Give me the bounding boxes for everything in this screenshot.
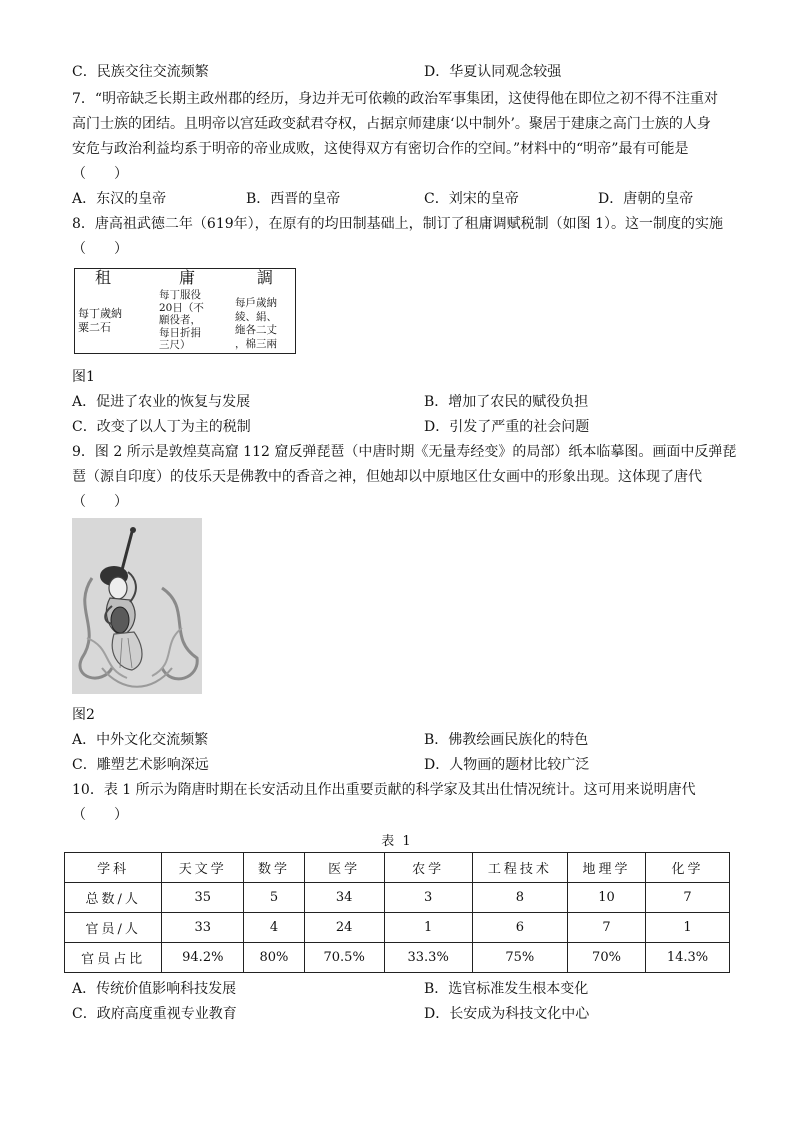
q7-answer-blank: （ ） xyxy=(72,166,128,182)
table-cell: 6 xyxy=(472,913,567,943)
table-cell: 工程技术 xyxy=(472,853,567,883)
figure-2-caption: 图2 xyxy=(72,707,95,723)
table-cell: 70% xyxy=(568,943,646,973)
table-cell: 数学 xyxy=(244,853,304,883)
q10-stem-line1: 10．表 1 所示为隋唐时期在长安活动且作出重要贡献的科学家及其出仕情况统计。这可用来说明唐代 xyxy=(72,782,696,798)
q8-option-a: A．促进了农业的恢复与发展 xyxy=(72,394,251,410)
table-cell: 33.3% xyxy=(384,943,472,973)
q9-stem-line2: 琶（源自印度）的伎乐天是佛教中的香音之神，但她却以中原地区仕女画中的形象出现。这体现了唐代 xyxy=(72,469,702,485)
q7-option-c: C．刘宋的皇帝 xyxy=(424,191,519,207)
table-cell: 75% xyxy=(472,943,567,973)
q10-option-b: B．选官标准发生根本变化 xyxy=(424,981,589,997)
table-cell: 14.3% xyxy=(645,943,729,973)
table-cell: 总数/人 xyxy=(65,883,162,913)
table-cell: 天文学 xyxy=(162,853,244,883)
table-cell: 10 xyxy=(568,883,646,913)
q7-option-a: A．东汉的皇帝 xyxy=(72,191,167,207)
table-cell: 4 xyxy=(244,913,304,943)
table-cell: 7 xyxy=(568,913,646,943)
table-row xyxy=(65,883,730,913)
q6-option-d: D．华夏认同观念较强 xyxy=(424,64,562,80)
q8-option-d: D．引发了严重的社会问题 xyxy=(424,419,590,435)
table-1-scientists xyxy=(64,852,730,973)
figure-2-illustration xyxy=(72,518,202,694)
table-cell: 34 xyxy=(304,883,384,913)
figure-1-caption: 图1 xyxy=(72,369,95,385)
table-cell: 1 xyxy=(384,913,472,943)
q9-option-c: C．雕塑艺术影响深远 xyxy=(72,757,209,773)
q9-option-b: B．佛教绘画民族化的特色 xyxy=(424,732,589,748)
figure-1-head-yong: 庸 xyxy=(179,268,197,287)
table-cell: 地理学 xyxy=(568,853,646,883)
table-cell: 94.2% xyxy=(162,943,244,973)
q10-option-a: A．传统价值影响科技发展 xyxy=(72,981,237,997)
table-row xyxy=(65,913,730,943)
figure-1-tax-system xyxy=(74,268,296,354)
q7-stem-line3: 安危与政治利益均系于明帝的帝业成败，这使得双方有密切合作的空间。”材料中的“明帝”最有可能是 xyxy=(72,141,689,157)
q7-option-d: D．唐朝的皇帝 xyxy=(598,191,694,207)
table-row-header xyxy=(65,853,730,883)
table-1-title: 表 1 xyxy=(381,834,413,849)
figure-2-pipa-apsara-image xyxy=(72,518,202,694)
figure-1-head-zu: 租 xyxy=(95,268,113,287)
table-cell: 学科 xyxy=(65,853,162,883)
table-cell: 80% xyxy=(244,943,304,973)
q6-option-c: C．民族交往交流频繁 xyxy=(72,64,209,80)
table-cell: 1 xyxy=(645,913,729,943)
figure-1-yong-text: 每丁服役 20日（不 願役者， 每日折捐 三尺） xyxy=(159,289,204,351)
q8-option-c: C．改变了以人丁为主的税制 xyxy=(72,419,251,435)
q10-option-d: D．长安成为科技文化中心 xyxy=(424,1006,590,1022)
table-cell: 医学 xyxy=(304,853,384,883)
figure-1-zu-text: 每丁歲納 粟二石 xyxy=(78,307,122,334)
table-cell: 3 xyxy=(384,883,472,913)
table-cell: 8 xyxy=(472,883,567,913)
table-cell: 化学 xyxy=(645,853,729,883)
q9-answer-blank: （ ） xyxy=(72,494,128,510)
table-cell: 7 xyxy=(645,883,729,913)
q9-option-a: A．中外文化交流频繁 xyxy=(72,732,209,748)
table-row xyxy=(65,943,730,973)
q9-option-d: D．人物画的题材比较广泛 xyxy=(424,757,590,773)
table-cell: 24 xyxy=(304,913,384,943)
q9-stem-line1: 9．图 2 所示是敦煌莫高窟 112 窟反弹琵琶（中唐时期《无量寿经变》的局部）纸本临摹图。画面中反弹琵 xyxy=(72,444,737,460)
q10-option-c: C．政府高度重视专业教育 xyxy=(72,1006,237,1022)
q7-stem-line2: 高门士族的团结。且明帝以宫廷政变弑君夺权，占据京师建康‘以中制外’。聚居于建康之高门士族的人身 xyxy=(72,116,711,132)
table-cell: 农学 xyxy=(384,853,472,883)
q7-option-b: B．西晋的皇帝 xyxy=(246,191,341,207)
figure-1-head-diao: 調 xyxy=(257,268,275,287)
q10-answer-blank: （ ） xyxy=(72,807,128,823)
table-cell: 33 xyxy=(162,913,244,943)
table-cell: 70.5% xyxy=(304,943,384,973)
q8-stem-line1: 8．唐高祖武德二年（619年），在原有的均田制基础上，制订了租庸调赋税制（如图 1）。这一制度的实施 xyxy=(72,216,723,232)
table-cell: 35 xyxy=(162,883,244,913)
table-cell: 官员占比 xyxy=(65,943,162,973)
figure-1-diao-text: 每戶歲納 綾、絹、 絁各二丈 ，棉三兩 xyxy=(235,297,277,350)
table-cell: 5 xyxy=(244,883,304,913)
q8-answer-blank: （ ） xyxy=(72,241,128,257)
q7-stem-line1: 7．“明帝缺乏长期主政州郡的经历，身边并无可依赖的政治军事集团，这使得他在即位之初不得不注重对 xyxy=(72,91,719,107)
q8-option-b: B．增加了农民的赋役负担 xyxy=(424,394,589,410)
table-cell: 官员/人 xyxy=(65,913,162,943)
